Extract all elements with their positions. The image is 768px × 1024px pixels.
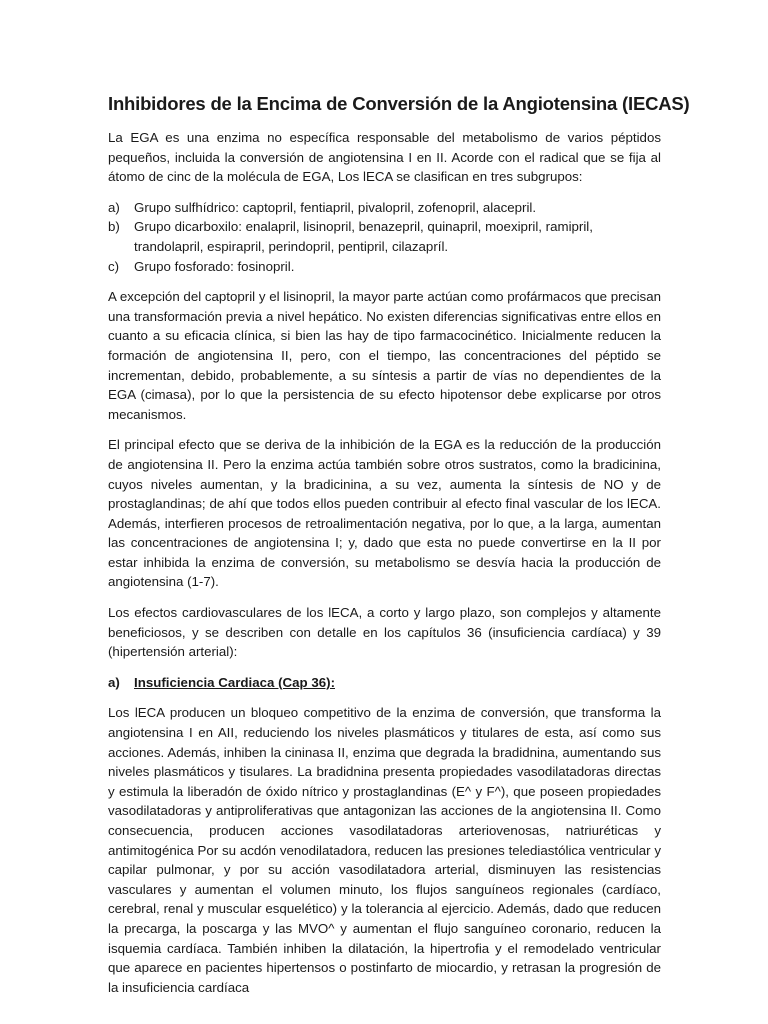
intro-paragraph: La EGA es una enzima no específica responsable del metabolismo de varios péptidos pequeños, incluida la conversión de angiotensina I en II. Acorde con el radical que se fija al átomo de cinc de la molécula de EGA, Los lECA se clasifican en tres subgrupos:: [108, 130, 661, 185]
document-title: Inhibidores de la Encima de Conversión de la Angiotensina (IECAS): [108, 93, 690, 114]
section-marker: a): [108, 674, 120, 690]
section-heading: [108, 673, 661, 693]
list-item-text: Grupo dicarboxilo: enalapril, lisinopril, benazepril, quinapril, moexipril, ramipril, trandolapril, espirapril, perindopril, pentipril, cilazapríl.: [134, 219, 593, 254]
list-item-text: Grupo fosforado: fosinopril.: [134, 258, 295, 274]
list-item-marker: c): [108, 258, 120, 274]
body-paragraph: El principal efecto que se deriva de la inhibición de la EGA es la reducción de la producción de angiotensina II. Pero la enzima actúa también sobre otros sustratos, como la bradicinina, cuyos niveles aumentan, y la bradicinina, a su vez, aumenta la síntesis de NO y de prostaglandinas; de ahí que todos ellos pueden contribuir al efecto final vascular de los lECA. Además, interfieren procesos de retroalimentación negativa, por lo que, a la larga, aumentan las concentraciones de angiotensina I; y, dado que esta no puede convertirse en la II por estar inhibida la enzima de conversión, su metabolismo se desvía hacia la producción de angiotensina (1-7).: [108, 437, 661, 590]
list-item-marker: a): [108, 199, 120, 215]
body-paragraph: A excepción del captopril y el lisinopril, la mayor parte actúan como profármacos que precisan una transformación previa a nivel hepático. No existen diferencias significativas entre ellos en cuanto a su eficacia clínica, si bien las hay de tipo farmacocinético. Inicialmente reducen la formación de angiotensina II, pero, con el tiempo, las concentraciones del péptido se incrementan, debido, probablemente, a su síntesis a partir de vías no dependientes de la EGA (cimasa), por lo que la persistencia de su efecto hipotensor debe explicarse por otros mecanismos.: [108, 289, 661, 422]
subgroup-list: [108, 198, 661, 276]
list-item: [108, 198, 661, 218]
list-item-text: Grupo sulfhídrico: captopril, fentiapril, pivalopril, zofenopril, alacepril.: [134, 199, 537, 215]
body-paragraph: Los efectos cardiovasculares de los lECA, a corto y largo plazo, son complejos y altamente beneficiosos, y se describen con detalle en los capítulos 36 (insuficiencia cardíaca) y 39 (hipertensión arterial):: [108, 605, 661, 660]
list-item: [108, 257, 661, 277]
body-paragraph: Los lECA producen un bloqueo competitivo de la enzima de conversión, que transforma la angiotensina I en AII, reduciendo los niveles plasmáticos y titulares de esta, así como sus acciones. Además, inhiben la cininasa II, enzima que degrada la bradidnina, aumentando sus niveles plasmáticos y tisulares. La bradidnina presenta propiedades vasodilatadoras directas y estimula la liberadón de óxido nítrico y prostaglandinas (E^ y F^), que poseen propiedades vasodilatadoras y antiproliferativas que antagonizan las acciones de la angiotensina II. Como consecuencia, producen acciones vasodilatadoras arteriovenosas, natriuréticas y antimitogénica Por su acdón venodilatadora, reducen las presiones telediastólica ventricular y capilar pulmonar, y por su acción vasodilatadora arterial, disminuyen las resistencias vasculares y aumentan el volumen minuto, los flujos sanguíneos regionales (cardíaco, cerebral, renal y muscular esquelético) y la tolerancia al ejercicio. Además, dado que reducen la precarga, la poscarga y las MVO^ y aumentan el flujo sanguíneo coronario, reducen la isquemia cardíaca. También inhiben la dilatación, la hipertrofia y el remodelado ventricular que aparece en pacientes hipertensos o postinfarto de miocardio, y retrasan la progresión de la insuficiencia cardíaca: [108, 705, 661, 995]
list-item: [108, 217, 661, 256]
section-heading-text: Insuficiencia Cardiaca (Cap 36):: [134, 674, 335, 690]
list-item-marker: b): [108, 219, 120, 235]
